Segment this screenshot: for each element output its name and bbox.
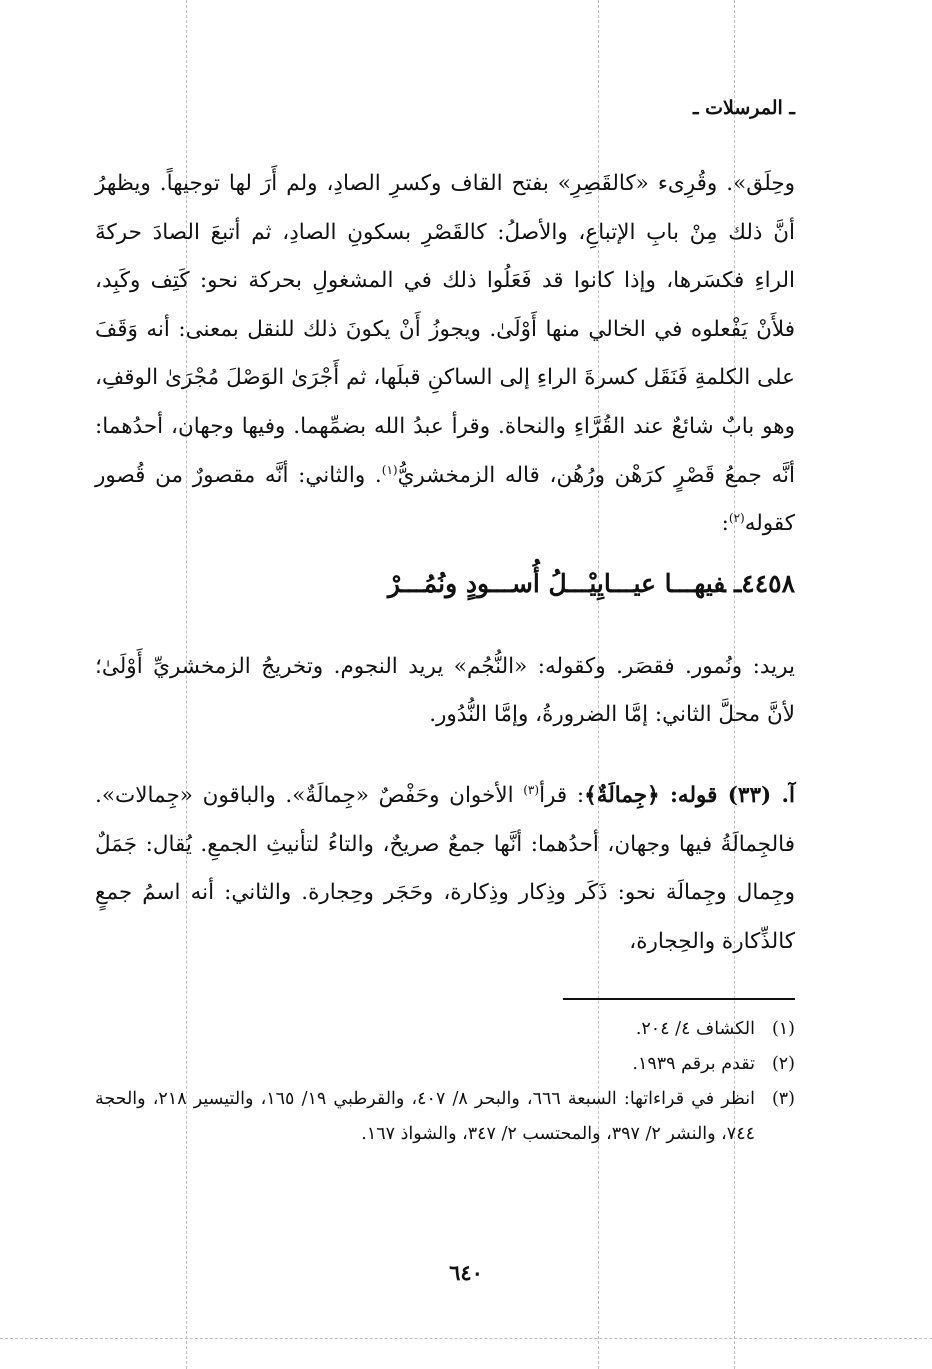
footnote-number: (١) xyxy=(771,1019,795,1040)
paragraph-2: يريد: ونُمور. فقصَر. وكقوله: «النُّجُم» يريد النجوم. وتخريجُ الزمخشريِّ أَوْلَىٰ؛ لأنَّ محلَّ الثاني: إمَّا الضرورةُ، وإمَّا النُّدُور. xyxy=(95,653,795,728)
verse-number: ٤٤٥٨ـ xyxy=(733,568,795,598)
verse-citation: آ. (٣٣) قوله: ﴿جِمالَةٌ﴾ xyxy=(584,782,795,808)
paragraph-1-text: وحِلَق». وقُرِىء «كالقَصِرِ» بفتح القاف وكسرِ الصادِ، ولم أَرَ لها توجيهاً. ويظهرُ أنَّ ذلك مِنْ بابِ الإتباعِ، والأصلُ: كالقَصْرِ بسكونِ الصادِ، ثم أتبعَ الصادَ حركةَ الراءِ فكسَرها، وإذا كانوا قد فَعَلُوا ذلك في المشغولِ بحركة نحو: كَتِف وكَبِد، فلأَنْ يَفْعلوه في الخالي منها أَوْلَىٰ. ويجوزُ أَنْ يكونَ ذلك للنقل بمعنى: أنه وَقَفَ على الكلمةِ فَنَقَل كسرةَ الراءِ إلى الساكنِ قبلَها، ثم أَجْرَىٰ الوَصْلَ مُجْرَىٰ الوقفِ، وهو بابٌ شائعٌ عند القُرَّاءِ والنحاة. وقرأ عبدُ الله بضمِّهما. وفيها وجهان، أحدُهما: أنَّه جمعُ قَصْرٍ كرَهْن ورُهُن، قاله الزمخشريُّ xyxy=(95,171,795,488)
footnote-text: الكشاف ٤/ ٢٠٤. xyxy=(635,1019,755,1040)
footnote-3 xyxy=(95,1082,795,1152)
footnote-ref-3[interactable]: (٣) xyxy=(523,782,540,797)
paragraph-3-text-a: : قرأ xyxy=(539,782,585,808)
page-number: ٦٤٠ xyxy=(449,1260,483,1285)
poetry-verse xyxy=(95,559,795,609)
footnote-2 xyxy=(95,1047,795,1082)
guide-line xyxy=(0,1338,932,1339)
running-header: ـ المرسلات ـ xyxy=(692,97,795,119)
footnote-number: (٢) xyxy=(771,1054,795,1075)
footnote-1 xyxy=(95,1012,795,1047)
paragraph-3 xyxy=(95,772,795,966)
page-body xyxy=(95,88,795,1152)
footnote-text: انظر في قراءاتها: السبعة ٦٦٦، والبحر ٨/ ٤٠٧، والقرطبي ١٩/ ١٦٥، والتيسير ٢١٨، والحجة ٧٤٤، والنشر ٢/ ٣٩٧، والمحتسب ٢/ ٣٤٧، والشواذ ١٦٧. xyxy=(95,1089,755,1145)
paragraph-1-end: : xyxy=(721,511,729,537)
footnote-number: (٣) xyxy=(771,1089,795,1110)
footnote-ref-2[interactable]: (٢) xyxy=(728,511,745,525)
paragraph-1-tail: . والثاني: أنَّه مقصورٌ من قُصور كقوله xyxy=(95,462,795,537)
footnote-ref-1[interactable]: (١) xyxy=(381,462,398,477)
verse-text: فيهـــا عيـــايِيْـــلُ أُســـودٍ ونُمُـــرْ xyxy=(387,568,726,598)
paragraph-1 xyxy=(95,160,795,549)
paragraph-3-text-b: الأخوان وحَفْصٌ «جِمالَةٌ». والباقون «جِمالات». فالجِمالَةُ فيها وجهان، أحدُهما: أنَّها جمعٌ صريحٌ، والتاءُ لتأنيثِ الجمعِ. يُقال: جَمَلٌ وجِمال وجِمالَة نحو: ذَكَر وذِكار وذِكارة، وحَجَر وحِجارة. والثاني: أنه اسمُ جمعٍ كالذِّكارة والحِجارة، xyxy=(95,782,795,954)
footnote-divider xyxy=(563,998,795,1000)
footnote-text: تقدم برقم ١٩٣٩. xyxy=(632,1054,755,1075)
footnotes xyxy=(95,1012,795,1152)
